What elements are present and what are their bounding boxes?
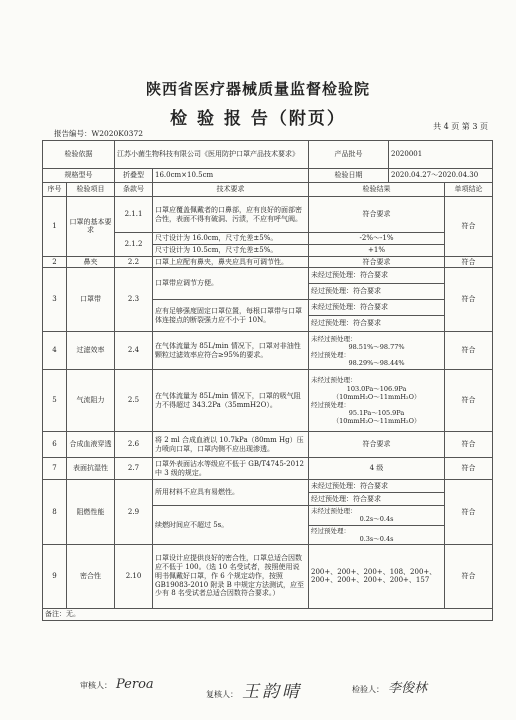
batch-value: 2020001 xyxy=(389,141,493,169)
basis-value: 江苏小菌生物科技有限公司《医用防护口罩产品技术要求》 xyxy=(115,141,309,169)
spec-label: 规格型号 xyxy=(43,169,115,183)
row8-res-b-treated xyxy=(309,525,445,544)
row5-res1: 未经过预处理： xyxy=(311,376,357,385)
row5-result xyxy=(309,370,445,432)
row2-item: 鼻夹 xyxy=(67,256,115,268)
date-value: 2020.04.27～2020.04.30 xyxy=(389,169,493,183)
row5-clause: 2.5 xyxy=(115,370,153,432)
row8-res-a1: 未经过预处理：符合要求 xyxy=(309,480,445,493)
row8-res-a2: 经过预处理：符合要求 xyxy=(309,493,445,506)
report-number: 报告编号：W2020K0372 xyxy=(54,129,143,138)
row2-conclusion: 符合 xyxy=(445,256,493,268)
row5-res2: 103.0Pa～106.9Pa xyxy=(346,384,407,393)
row5-no: 5 xyxy=(43,370,67,432)
row3-res-a1: 未经过预处理：符合要求 xyxy=(309,268,445,284)
inspector-label: 检验人： xyxy=(352,685,384,694)
row1-clause2: 2.1.2 xyxy=(115,233,153,257)
date-label: 检验日期 xyxy=(309,169,389,183)
row8-res-b3: 经过预处理： xyxy=(311,526,351,535)
row3-no: 3 xyxy=(43,268,67,332)
col-requirement: 技术要求 xyxy=(153,183,309,197)
row8-res-b1: 未经过预处理： xyxy=(311,507,357,516)
row8-clause: 2.9 xyxy=(115,480,153,545)
report-title: 检 验 报 告（附页） xyxy=(170,109,346,129)
remark: 备注：无。 xyxy=(43,608,493,620)
row1-req2a: 尺寸设计为 16.0cm，尺寸允差±5%。 xyxy=(153,233,309,245)
row7-conclusion: 符合 xyxy=(445,458,493,480)
row3-req-a: 口罩带应调节方便。 xyxy=(153,268,309,300)
row7-item: 表面抗湿性 xyxy=(67,458,115,480)
row1-res1: 符合要求 xyxy=(309,197,445,233)
col-result: 检验结果 xyxy=(309,183,445,197)
inspector-signature xyxy=(352,677,427,696)
row4-res2: 98.51%～98.77% xyxy=(348,342,405,351)
row8-req-b: 续燃时间应不超过 5s。 xyxy=(153,506,309,545)
row7-clause: 2.7 xyxy=(115,458,153,480)
row3-req-b: 应有足够强度固定口罩位置，每根口罩带与口罩体连接点的断裂强力应不小于 10N。 xyxy=(153,300,309,332)
row7-res: 4 级 xyxy=(309,458,445,480)
row7-no: 7 xyxy=(43,458,67,480)
row4-item: 过滤效率 xyxy=(67,332,115,370)
row1-res2b: +1% xyxy=(309,244,445,256)
row4-result xyxy=(309,332,445,370)
row6-res: 符合要求 xyxy=(309,432,445,458)
row4-no: 4 xyxy=(43,332,67,370)
row2-clause: 2.2 xyxy=(115,256,153,268)
fold-type: 折叠型 xyxy=(115,169,153,183)
col-conclusion: 单项结论 xyxy=(445,183,493,197)
row3-res-b1: 未经过预处理：符合要求 xyxy=(309,300,445,316)
rechecker-name: 王韵晴 xyxy=(242,682,302,702)
row3-item: 口罩带 xyxy=(67,268,115,332)
row9-item: 密合性 xyxy=(67,544,115,608)
row8-conclusion: 符合 xyxy=(445,480,493,545)
row9-res: 200+、200+、200+、108、200+、200+、200+、200+、200+、157 xyxy=(309,544,445,608)
row8-req-a: 所用材料不应具有易燃性。 xyxy=(153,480,309,506)
row4-conclusion: 符合 xyxy=(445,332,493,370)
row6-conclusion: 符合 xyxy=(445,432,493,458)
row3-res-a2: 经过预处理：符合要求 xyxy=(309,284,445,300)
row9-no: 9 xyxy=(43,544,67,608)
inspector-name: 李俊林 xyxy=(388,681,428,696)
row8-res-b-untreated xyxy=(309,506,445,525)
row8-res-b4: 0.3s～0.4s xyxy=(359,534,394,543)
row8-res-b2: 0.2s～0.4s xyxy=(359,515,394,524)
row7-req: 口罩外表面沾水等级应不低于 GB/T4745-2012 中 3 级的规定。 xyxy=(153,458,309,480)
reviewer-label: 审核人： xyxy=(80,681,112,690)
page-info: 共 4 页 第 3 页 xyxy=(433,122,488,131)
col-item: 检验项目 xyxy=(67,183,115,197)
row1-req1: 口罩应覆盖佩戴者的口鼻部，应有良好的面部密合性，表面不得有破洞、污渍，不应有呼气阀。 xyxy=(153,197,309,233)
spec-size: 16.0cm×10.5cm xyxy=(153,169,309,183)
row9-req: 口罩设计应提供良好的密合性，口罩总适合因数应不低于 100。（选 10 名受试者，按照使用说明书佩戴好口罩，作 6 个规定动作，按照 GB19083-2010 附录 B 中规定方法测试，应至少有 8 名受试者总适合因数符合要求。） xyxy=(153,544,309,608)
org-title: 陕西省医疗器械质量监督检验院 xyxy=(145,80,370,98)
row1-clause1: 2.1.1 xyxy=(115,197,153,233)
row1-req2b: 尺寸设计为 10.5cm，尺寸允差±5%。 xyxy=(153,244,309,256)
reviewer-signature xyxy=(80,677,154,692)
row4-res4: 98.29%～98.44% xyxy=(348,358,405,367)
basis-label: 检验依据 xyxy=(43,141,115,169)
row5-res4: 经过预处理： xyxy=(311,400,351,409)
row4-res1: 未经过预处理： xyxy=(311,334,357,343)
col-clause: 条款号 xyxy=(115,183,153,197)
row5-item: 气流阻力 xyxy=(67,370,115,432)
row5-conclusion: 符合 xyxy=(445,370,493,432)
row9-clause: 2.10 xyxy=(115,544,153,608)
row5-req: 在气体流量为 85L/min 情况下，口罩的吸气阻力不得超过 343.2Pa（35mmH2O）。 xyxy=(153,370,309,432)
row6-clause: 2.6 xyxy=(115,432,153,458)
row2-no: 2 xyxy=(43,256,67,268)
row4-clause: 2.4 xyxy=(115,332,153,370)
row9-conclusion: 符合 xyxy=(445,544,493,608)
row6-req: 将 2 ml 合成血液以 10.7kPa（80mm Hg）压力喷向口罩，口罩内侧不应出现渗透。 xyxy=(153,432,309,458)
row8-no: 8 xyxy=(43,480,67,545)
row3-clause: 2.3 xyxy=(115,268,153,332)
row4-res3: 经过预处理： xyxy=(311,350,351,359)
row5-res5: 95.1Pa～105.9Pa xyxy=(348,408,405,417)
reviewer-name: Peroa xyxy=(116,677,154,692)
batch-label: 产品批号 xyxy=(309,141,389,169)
row1-item: 口罩的基本要求 xyxy=(67,197,115,257)
row5-res3: （10mmH₂O～11mmH₂O） xyxy=(332,392,421,401)
row1-res2a: -2%～-1% xyxy=(309,233,445,245)
row6-item: 合成血液穿透 xyxy=(67,432,115,458)
row1-conclusion: 符合 xyxy=(445,197,493,257)
row3-conclusion: 符合 xyxy=(445,268,493,332)
row5-res6: （10mmH₂O～11mmH₂O） xyxy=(332,417,421,425)
row6-no: 6 xyxy=(43,432,67,458)
row4-req: 在气体流量为 85L/min 情况下，口罩对非油性颗粒过滤效率应符合≥95%的要求。 xyxy=(153,332,309,370)
row3-res-b2: 经过预处理：符合要求 xyxy=(309,316,445,332)
row1-no: 1 xyxy=(43,197,67,257)
row2-res: 符合要求 xyxy=(309,256,445,268)
row2-req: 口罩上应配有鼻夹，鼻夹应具有可调节性。 xyxy=(153,256,309,268)
rechecker-signature xyxy=(206,677,302,702)
rechecker-label: 复核人： xyxy=(206,690,238,699)
report-table xyxy=(42,140,493,621)
col-no: 序号 xyxy=(43,183,67,197)
row8-item: 阻燃性能 xyxy=(67,480,115,545)
